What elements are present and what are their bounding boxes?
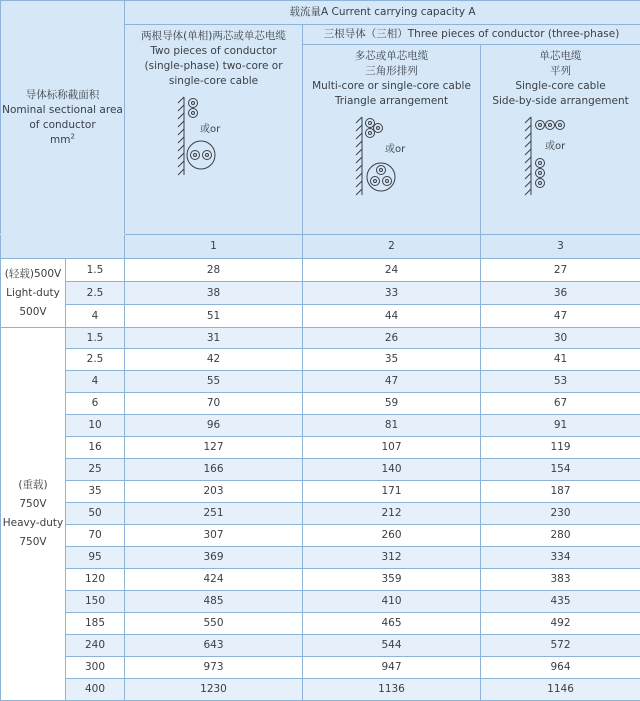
capacity-cell: 280 (481, 525, 640, 547)
size-cell: 240 (66, 635, 125, 657)
table-row (1, 503, 640, 525)
heavy-duty-l3: Heavy-duty (1, 514, 65, 533)
side-by-side-or: 或or (545, 139, 566, 152)
capacity-cell: 1146 (481, 679, 640, 701)
capacity-cell: 70 (125, 393, 303, 415)
capacity-cell: 31 (125, 328, 303, 349)
size-cell: 50 (66, 503, 125, 525)
heavy-duty-label (1, 328, 66, 701)
capacity-cell: 24 (303, 259, 481, 282)
capacity-cell: 643 (125, 635, 303, 657)
col-number-3: 3 (481, 235, 640, 259)
side-by-side-diagram (521, 115, 601, 197)
capacity-cell: 140 (303, 459, 481, 481)
side-by-side-header (481, 45, 640, 235)
header-blank (1, 235, 125, 259)
size-cell: 2.5 (66, 349, 125, 371)
capacity-cell: 572 (481, 635, 640, 657)
size-cell: 6 (66, 393, 125, 415)
capacity-cell: 42 (125, 349, 303, 371)
triangle-header (303, 45, 481, 235)
heavy-duty-l4: 750V (1, 533, 65, 552)
sectional-area-en1: Nominal sectional area (1, 103, 124, 118)
table-row (1, 569, 640, 591)
size-cell: 300 (66, 657, 125, 679)
capacity-cell: 119 (481, 437, 640, 459)
size-cell: 2.5 (66, 282, 125, 305)
capacity-cell: 96 (125, 415, 303, 437)
table-row (1, 305, 640, 328)
sectional-area-header (1, 1, 125, 235)
capacity-cell: 127 (125, 437, 303, 459)
capacity-cell: 67 (481, 393, 640, 415)
capacity-cell: 465 (303, 613, 481, 635)
capacity-cell: 550 (125, 613, 303, 635)
two-conductor-zh: 两根导体(单相)两芯或单芯电缆 (125, 29, 302, 44)
capacity-cell: 410 (303, 591, 481, 613)
table-row (1, 328, 640, 349)
capacity-cell: 187 (481, 481, 640, 503)
capacity-cell: 964 (481, 657, 640, 679)
size-cell: 95 (66, 547, 125, 569)
capacity-cell: 27 (481, 259, 640, 282)
capacity-cell: 38 (125, 282, 303, 305)
capacity-cell: 166 (125, 459, 303, 481)
size-cell: 25 (66, 459, 125, 481)
table-row (1, 525, 640, 547)
capacity-cell: 947 (303, 657, 481, 679)
size-cell: 150 (66, 591, 125, 613)
capacity-cell: 307 (125, 525, 303, 547)
capacity-cell: 41 (481, 349, 640, 371)
two-conductor-or: 或or (200, 122, 221, 135)
size-cell: 35 (66, 481, 125, 503)
two-conductor-en3: single-core cable (125, 74, 302, 89)
capacity-cell: 55 (125, 371, 303, 393)
table-row (1, 679, 640, 701)
capacity-cell: 203 (125, 481, 303, 503)
sectional-area-zh: 导体标称截面积 (1, 88, 124, 103)
capacity-cell: 59 (303, 393, 481, 415)
capacity-cell: 973 (125, 657, 303, 679)
triangle-diagram (352, 115, 432, 197)
heavy-duty-l2: 750V (1, 495, 65, 514)
triangle-zh1: 多芯或单芯电缆 (303, 49, 480, 64)
light-duty-l3: 500V (1, 303, 65, 322)
triangle-en2: Triangle arrangement (303, 94, 480, 109)
size-cell: 16 (66, 437, 125, 459)
two-conductor-en1: Two pieces of conductor (125, 44, 302, 59)
capacity-cell: 435 (481, 591, 640, 613)
size-cell: 10 (66, 415, 125, 437)
capacity-cell: 33 (303, 282, 481, 305)
capacity-cell: 30 (481, 328, 640, 349)
capacity-cell: 251 (125, 503, 303, 525)
capacity-cell: 53 (481, 371, 640, 393)
two-conductor-diagram (174, 95, 254, 177)
light-duty-label (1, 259, 66, 328)
light-duty-l1: (轻载)500V (1, 265, 65, 284)
two-conductor-en2: (single-phase) two-core or (125, 59, 302, 74)
table-row (1, 547, 640, 569)
table-row (1, 415, 640, 437)
capacity-cell: 383 (481, 569, 640, 591)
capacity-cell: 171 (303, 481, 481, 503)
capacity-cell: 424 (125, 569, 303, 591)
three-conductor-title: 三根导体（三相）Three pieces of conductor (three-phase) (303, 25, 640, 45)
capacity-cell: 26 (303, 328, 481, 349)
triangle-en1: Multi-core or single-core cable (303, 79, 480, 94)
col-number-1: 1 (125, 235, 303, 259)
table-row (1, 259, 640, 282)
capacity-cell: 154 (481, 459, 640, 481)
col-number-2: 2 (303, 235, 481, 259)
capacity-cell: 260 (303, 525, 481, 547)
triangle-or: 或or (385, 142, 406, 155)
table-row (1, 349, 640, 371)
capacity-cell: 492 (481, 613, 640, 635)
side-by-side-en2: Side-by-side arrangement (481, 94, 640, 109)
sectional-area-en2: of conductor (1, 118, 124, 133)
table-row (1, 591, 640, 613)
capacity-cell: 36 (481, 282, 640, 305)
side-by-side-en1: Single-core cable (481, 79, 640, 94)
size-cell: 1.5 (66, 259, 125, 282)
capacity-cell: 212 (303, 503, 481, 525)
capacity-cell: 47 (481, 305, 640, 328)
sectional-area-unit: $mm^2$ (1, 133, 124, 148)
capacity-cell: 544 (303, 635, 481, 657)
capacity-cell: 1136 (303, 679, 481, 701)
size-cell: 120 (66, 569, 125, 591)
capacity-cell: 230 (481, 503, 640, 525)
heavy-duty-l1: (重载) (1, 476, 65, 495)
capacity-cell: 35 (303, 349, 481, 371)
side-by-side-zh1: 单芯电缆 (481, 49, 640, 64)
size-cell: 400 (66, 679, 125, 701)
table-row (1, 635, 640, 657)
light-duty-l2: Light-duty (1, 284, 65, 303)
table-row (1, 282, 640, 305)
table-row (1, 371, 640, 393)
capacity-cell: 312 (303, 547, 481, 569)
table-row (1, 437, 640, 459)
capacity-cell: 359 (303, 569, 481, 591)
table-row (1, 657, 640, 679)
capacity-cell: 44 (303, 305, 481, 328)
table-row (1, 459, 640, 481)
capacity-cell: 107 (303, 437, 481, 459)
size-cell: 4 (66, 371, 125, 393)
capacity-cell: 369 (125, 547, 303, 569)
triangle-zh2: 三角形排列 (303, 64, 480, 79)
capacity-cell: 91 (481, 415, 640, 437)
size-cell: 4 (66, 305, 125, 328)
size-cell: 70 (66, 525, 125, 547)
capacity-cell: 334 (481, 547, 640, 569)
two-conductor-header (125, 25, 303, 235)
size-cell: 1.5 (66, 328, 125, 349)
capacity-title: 载流量A Current carrying capacity A (125, 1, 640, 25)
table-row (1, 393, 640, 415)
capacity-cell: 485 (125, 591, 303, 613)
side-by-side-zh2: 平列 (481, 64, 640, 79)
table-row (1, 481, 640, 503)
capacity-cell: 51 (125, 305, 303, 328)
capacity-cell: 28 (125, 259, 303, 282)
size-cell: 185 (66, 613, 125, 635)
capacity-cell: 47 (303, 371, 481, 393)
capacity-cell: 81 (303, 415, 481, 437)
table-row (1, 613, 640, 635)
capacity-cell: 1230 (125, 679, 303, 701)
